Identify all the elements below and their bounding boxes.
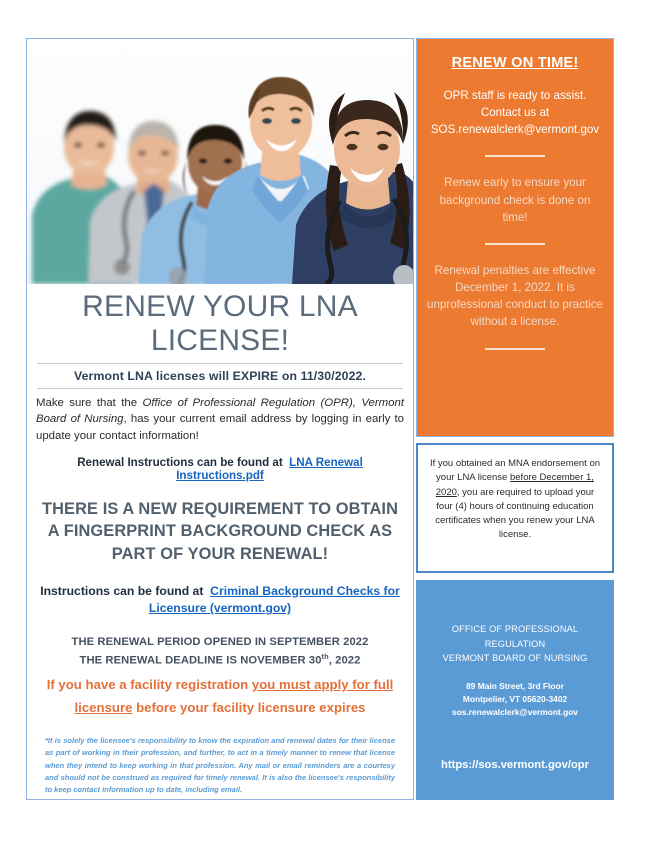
- paragraph-italic-org: Office of Professional Regulation (OPR), Vermont Board of Nursing: [36, 397, 404, 426]
- separator-1: [485, 155, 545, 157]
- renewal-deadline: [36, 651, 404, 670]
- address-email[interactable]: sos.renewalclerk@vermont.gov: [452, 707, 578, 718]
- facility-registration-notice: [36, 673, 404, 719]
- expiration-notice: Vermont LNA licenses will EXPIRE on 11/30/2022.: [74, 369, 366, 384]
- healthcare-team-illustration: [27, 39, 413, 284]
- background-check-instructions-line: [40, 583, 400, 618]
- body-content: [27, 389, 413, 796]
- main-content-panel: [26, 38, 414, 800]
- email-update-paragraph: [36, 395, 404, 444]
- mna-endorsement-box: [416, 443, 614, 573]
- mna-part-2: , you are required to upload your four (4) hours of continuing education certificates when you renew your LNA license.: [435, 486, 595, 541]
- renew-early-text: Renew early to ensure your background check is done on time!: [439, 176, 591, 224]
- healthcare-team-photo: [27, 39, 413, 284]
- title-block: [27, 284, 413, 389]
- facility-part-1: If you have a facility registration: [46, 677, 252, 693]
- deadline-prefix: THE RENEWAL DEADLINE IS NOVEMBER 30: [79, 654, 322, 667]
- mna-endorsement-text: [427, 457, 603, 543]
- separator-3: [485, 348, 545, 350]
- deadline-suffix: , 2022: [328, 654, 361, 667]
- opr-contact-line-1: OPR staff is ready to assist.: [443, 89, 587, 102]
- agency-name: [424, 622, 606, 666]
- mna-underlined-date: before December 1, 2020: [435, 472, 594, 498]
- mna-part-1: If you obtained an MNA endorsement on your LNA license: [429, 458, 601, 484]
- renewal-penalties-text: Renewal penalties are effective December 1, 2022. It is unprofessional conduct to practice without a license.: [427, 263, 603, 329]
- deadline-ordinal: th: [321, 652, 329, 662]
- fingerprint-requirement-callout: THERE IS A NEW REQUIREMENT TO OBTAIN A FINGERPRINT BACKGROUND CHECK AS PART OF YOUR RENEWAL!: [42, 499, 399, 564]
- address-line-1: 89 Main Street, 3rd Floor: [466, 681, 564, 692]
- opr-contact-line-2: Contact us at: [480, 106, 550, 120]
- facility-underlined: you must apply for full licensure: [74, 677, 394, 716]
- paragraph-part-1: Make sure that the: [36, 397, 143, 410]
- facility-part-2: before your facility licensure expires: [132, 700, 366, 716]
- criminal-background-checks-link[interactable]: Criminal Background Checks for Licensure (vermont.gov): [148, 583, 400, 616]
- page-title: RENEW YOUR LNA LICENSE!: [82, 290, 358, 357]
- address-line-2: Montpelier, VT 05620-3402: [462, 694, 568, 705]
- agency-line-1: OFFICE OF PROFESSIONAL REGULATION: [451, 624, 579, 649]
- agency-footer-panel: [416, 580, 614, 800]
- agency-line-2: VERMONT BOARD OF NURSING: [442, 653, 588, 664]
- disclaimer-fineprint: *It is solely the licensee's responsibility to know the expiration and renewal dates for their license as part of working in their profession, and further, to act in a timely manner to renew that license when they intend to keep working in that profession. Any mail or email reminders are a courtesy and should not be construed as required for timely renewal. It is also the licensee's responsibility to keep contact information up to date, including email.: [45, 736, 395, 794]
- agency-address: [424, 680, 606, 719]
- lna-renewal-instructions-link[interactable]: LNA Renewal Instructions.pdf: [176, 455, 363, 482]
- renew-on-time-heading: RENEW ON TIME!: [451, 55, 579, 71]
- separator-2: [485, 243, 545, 245]
- paragraph-part-2: , has your current email address by logging in early to update your contact information!: [36, 413, 404, 442]
- opr-contact-email[interactable]: SOS.renewalclerk@vermont.gov: [430, 123, 600, 137]
- agency-website-url[interactable]: https://sos.vermont.gov/opr: [441, 759, 589, 772]
- renew-on-time-panel: [416, 38, 614, 437]
- opr-contact-block: [427, 87, 603, 138]
- renewal-instructions-label: Renewal Instructions can be found at: [77, 455, 283, 469]
- background-check-label: Instructions can be found at: [40, 583, 204, 598]
- renewal-period-opened: THE RENEWAL PERIOD OPENED IN SEPTEMBER 2022: [71, 636, 369, 649]
- renewal-instructions-line: [36, 456, 404, 482]
